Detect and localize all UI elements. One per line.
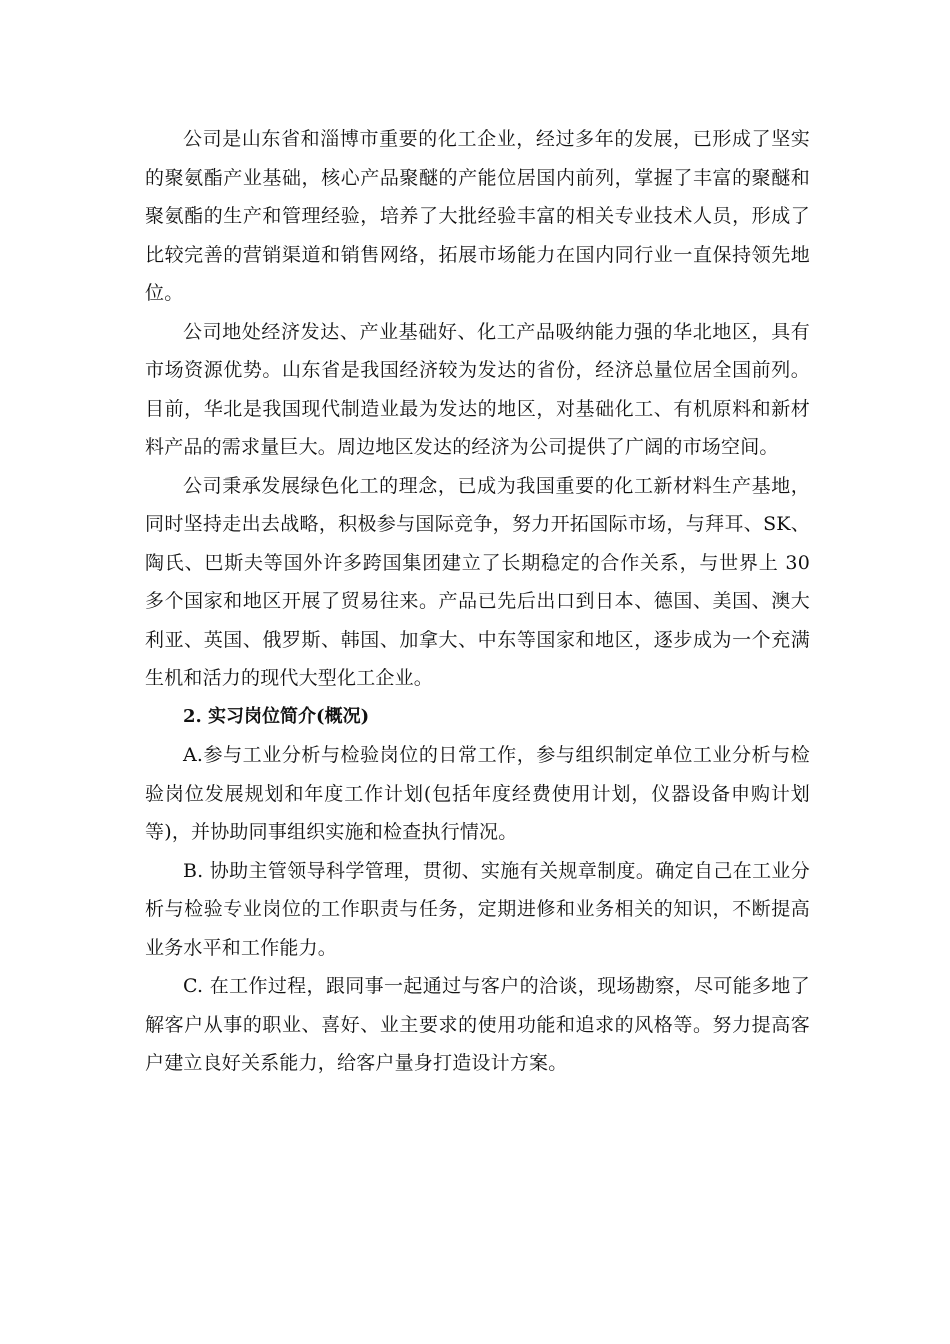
section-heading: 2. 实习岗位简介(概况): [183, 705, 370, 727]
paragraph-duty-b: B. 协助主管领导科学管理，贯彻、实施有关规章制度。确定自己在工业分析与检验专业岗位的工作职责与任务，定期进修和业务相关的知识，不断提高业务水平和工作能力。: [145, 859, 810, 959]
paragraph-location-advantage: 公司地处经济发达、产业基础好、化工产品吸纳能力强的华北地区，具有市场资源优势。山东省是我国经济较为发达的省份，经济总量位居全国前列。目前，华北是我国现代制造业最为发达的地区，对基础化工、有机原料和新材料产品的需求量巨大。周边地区发达的经济为公司提供了广阔的市场空间。: [145, 320, 810, 458]
paragraph-duty-c: C. 在工作过程，跟同事一起通过与客户的洽谈，现场勘察，尽可能多地了解客户从事的职业、喜好、业主要求的使用功能和追求的风格等。努力提高客户建立良好关系能力，给客户量身打造设计方案。: [145, 975, 810, 1074]
paragraph-company-overview: 公司是山东省和淄博市重要的化工企业，经过多年的发展，已形成了坚实的聚氨酯产业基础，核心产品聚醚的产能位居国内前列，掌握了丰富的聚醚和聚氨酯的生产和管理经验，培养了大批经验丰富的相关专业技术人员，形成了比较完善的营销渠道和销售网络，拓展市场能力在国内同行业一直保持领先地位。: [145, 128, 810, 304]
paragraph-international-strategy: 公司秉承发展绿色化工的理念，已成为我国重要的化工新材料生产基地，同时坚持走出去战略，积极参与国际竞争，努力开拓国际市场，与拜耳、SK、陶氏、巴斯夫等国外许多跨国集团建立了长期稳定的合作关系，与世界上 30 多个国家和地区开展了贸易往来。产品已先后出口到日本、德国、美国、澳大利亚、英国、俄罗斯、韩国、加拿大、中东等国家和地区，逐步成为一个充满生机和活力的现代大型化工企业。: [145, 474, 810, 689]
document-page: [145, 120, 810, 1083]
paragraph-duty-a: A.参与工业分析与检验岗位的日常工作，参与组织制定单位工业分析与检验岗位发展规划和年度工作计划(包括年度经费使用计划，仪器设备申购计划等)，并协助同事组织实施和检查执行情况。: [145, 744, 810, 843]
